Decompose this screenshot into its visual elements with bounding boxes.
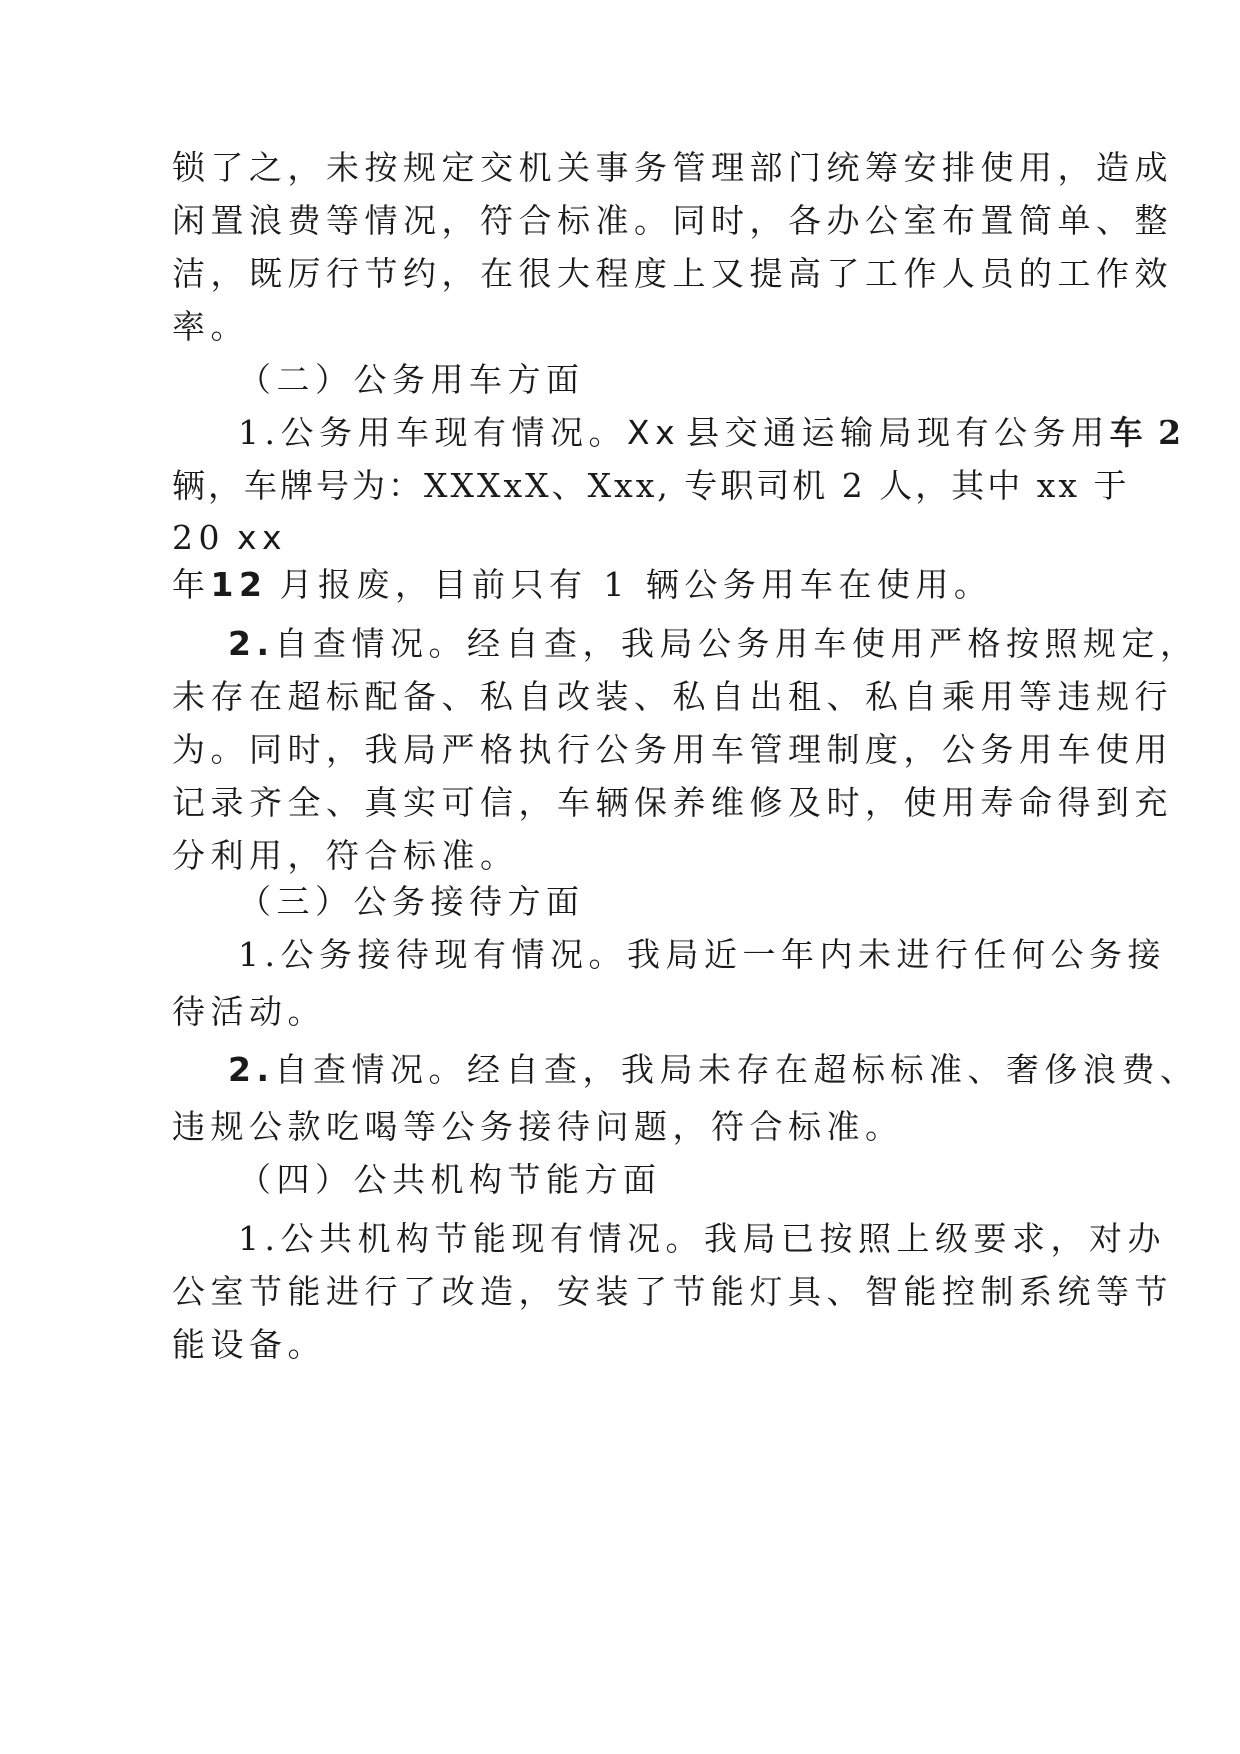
placeholder-text: xx [237,518,288,557]
item-line [238,935,1166,975]
item-text: 公务用车现有情况。 [280,413,627,452]
item-text: 公共机构节能现有情况。我局已按照上级要求，对办 [280,1219,1166,1258]
item-text: 公务接待现有情况。我局近一年内未进行任何公务接 [280,935,1166,974]
item-line: 为。同时，我局严格执行公务用车管理制度，公务用车使用 [172,730,1173,769]
item-line: 记录齐全、真实可信，车辆保养维修及时，使用寿命得到充 [172,783,1173,822]
item-number: 2. [228,1050,275,1089]
paragraph-line: 洁，既厉行节约，在很大程度上又提高了工作人员的工作效 [172,254,1173,293]
item-text: 月报废，目前只有 1 辆公务用车在使用。 [279,565,993,604]
item-line [228,624,1199,664]
item-line: 辆，车牌号为：XXXxX、Xxx, 专职司机 2 人，其中 xx 于 [172,466,1130,505]
paragraph-line: 锁了之，未按规定交机关事务管理部门统筹安排使用，造成 [172,148,1173,187]
item-number: 1. [238,1219,281,1258]
item-line [172,518,287,558]
item-line: 分利用，符合标准。 [172,836,519,875]
section-heading: （三）公务接待方面 [238,882,585,921]
item-line: 待活动。 [172,992,326,1031]
year-number: 20 [172,518,225,557]
item-line: 违规公款吃喝等公务接待问题，符合标准。 [172,1107,904,1146]
item-line [238,413,1187,453]
bold-number: 12 [210,565,268,604]
paragraph-line: 闲置浪费等情况，符合标准。同时，各办公室布置简单、整 [172,201,1173,240]
bold-text: 车 [1109,413,1149,452]
item-line [228,1050,1199,1090]
item-line [172,565,992,605]
item-line: 未存在超标配备、私自改装、私自出租、私自乘用等违规行 [172,677,1173,716]
item-text: 年 [172,565,211,604]
item-number: 1. [238,935,281,974]
section-heading: （四）公共机构节能方面 [238,1160,662,1199]
paragraph-line: 率。 [172,307,249,346]
section-heading: （二）公务用车方面 [238,360,585,399]
bold-number: 2 [1158,413,1187,452]
item-line: 能设备。 [172,1325,326,1364]
item-line [238,1219,1166,1259]
placeholder-text: Xx [627,413,681,452]
item-number: 2. [228,624,275,663]
item-line: 公室节能进行了改造，安装了节能灯具、智能控制系统等节 [172,1272,1173,1311]
item-text: 自查情况。经自查，我局未存在超标标准、奢侈浪费、 [274,1050,1199,1089]
item-number: 1. [238,413,281,452]
item-text: 自查情况。经自查，我局公务用车使用严格按照规定， [274,624,1199,663]
item-text: 县交通运输局现有公务用 [686,413,1110,452]
